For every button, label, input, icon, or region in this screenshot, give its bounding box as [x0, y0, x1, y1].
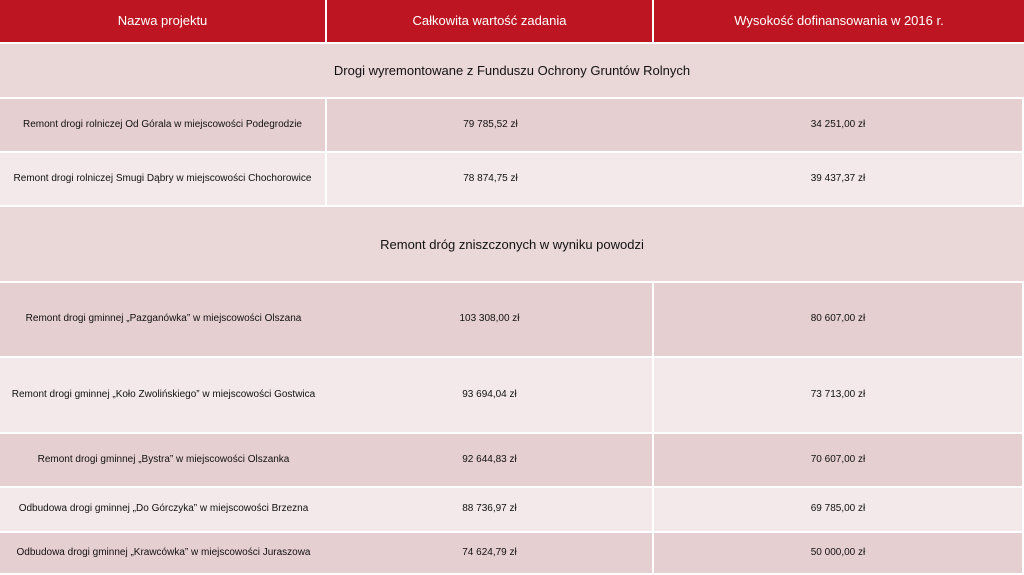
section-title-fogr: Drogi wyremontowane z Funduszu Ochrony Gruntów Rolnych — [0, 44, 1024, 99]
table-row-name: Odbudowa drogi gminnej „Krawcówka” w miejscowości Juraszowa — [0, 533, 327, 575]
table-row-funding: 80 607,00 zł — [654, 283, 1024, 358]
table-row-total: 88 736,97 zł — [327, 488, 654, 533]
table-row-funding: 34 251,00 zł — [654, 99, 1024, 153]
table-row-name: Remont drogi gminnej „Koło Zwolińskiego” w miejscowości Gostwica — [0, 358, 327, 434]
table-row-funding: 73 713,00 zł — [654, 358, 1024, 434]
table-row-funding: 50 000,00 zł — [654, 533, 1024, 575]
table-row-name: Remont drogi rolniczej Od Górala w miejscowości Podegrodzie — [0, 99, 327, 153]
table-row-total: 92 644,83 zł — [327, 434, 654, 488]
table-row-funding: 69 785,00 zł — [654, 488, 1024, 533]
table-row-name: Odbudowa drogi gminnej „Do Górczyka” w miejscowości Brzezna — [0, 488, 327, 533]
column-header-funding-2016: Wysokość dofinansowania w 2016 r. — [654, 0, 1024, 44]
table-row-total: 74 624,79 zł — [327, 533, 654, 575]
column-header-total-value: Całkowita wartość zadania — [327, 0, 654, 44]
table-row-name: Remont drogi gminnej „Bystra” w miejscowości Olszanka — [0, 434, 327, 488]
table-row-total: 79 785,52 zł — [327, 99, 654, 153]
table-row-total: 93 694,04 zł — [327, 358, 654, 434]
table-row-total: 103 308,00 zł — [327, 283, 654, 358]
table-row-funding: 39 437,37 zł — [654, 153, 1024, 207]
table-row-name: Remont drogi gminnej „Pazganówka” w miejscowości Olszana — [0, 283, 327, 358]
table-row-name: Remont drogi rolniczej Smugi Dąbry w miejscowości Chochorowice — [0, 153, 327, 207]
table-row-total: 78 874,75 zł — [327, 153, 654, 207]
section-title-flood: Remont dróg zniszczonych w wyniku powodzi — [0, 207, 1024, 283]
table-row-funding: 70 607,00 zł — [654, 434, 1024, 488]
column-header-project-name: Nazwa projektu — [0, 0, 327, 44]
